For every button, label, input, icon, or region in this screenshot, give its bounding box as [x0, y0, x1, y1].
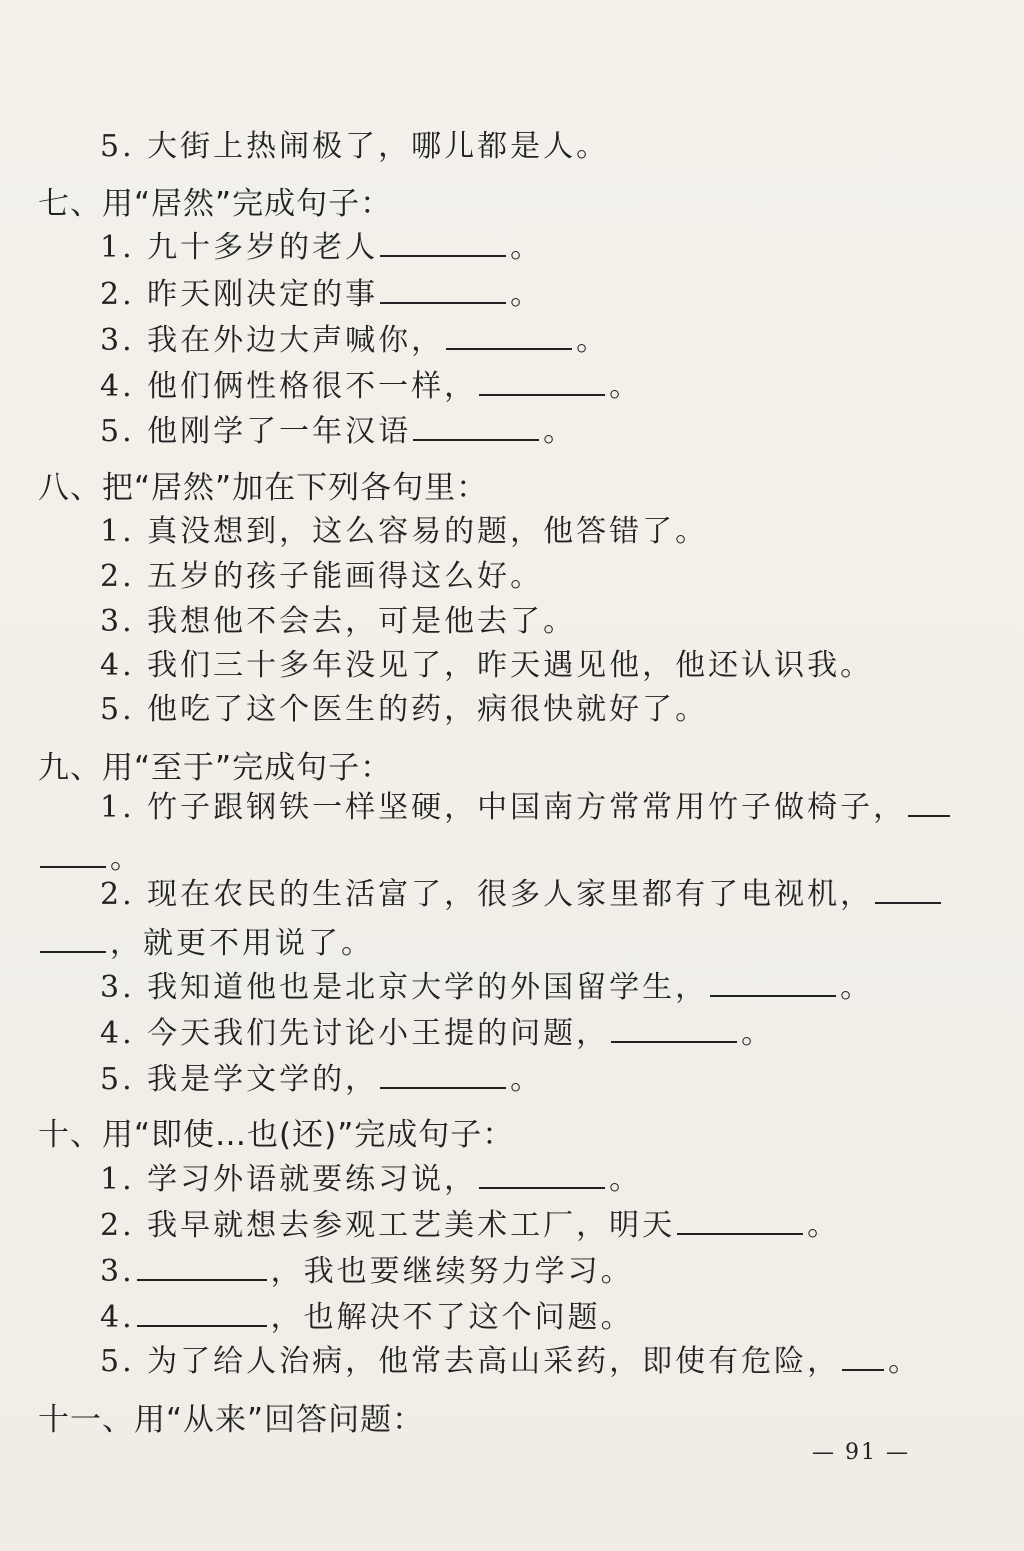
exercise-line: [100, 1342, 1024, 1382]
exercise-suffix: 。: [840, 970, 874, 1005]
exercise-suffix: 。: [807, 1208, 841, 1243]
sentence-line: [100, 557, 1024, 597]
exercise-line-text: 1. 竹子跟钢铁一样坚硬，中国南方常常用竹子做椅子，: [100, 790, 907, 825]
sentence-text: 5. 大街上热闹极了，哪儿都是人。: [100, 129, 610, 164]
exercise-line: [100, 1014, 1024, 1054]
exercise-prefix: 3. 我知道他也是北京大学的外国留学生，: [100, 970, 709, 1005]
exercise-suffix: ，就更不用说了。: [110, 926, 374, 961]
exercise-line: [100, 1206, 1024, 1246]
answer-blank[interactable]: [40, 950, 106, 953]
exercise-suffix: 。: [510, 277, 544, 312]
section-title-11: [38, 1400, 1024, 1440]
answer-blank[interactable]: [380, 1086, 506, 1089]
exercise-line: [100, 875, 1024, 915]
answer-blank[interactable]: [875, 901, 941, 904]
exercise-line: [100, 1252, 1024, 1292]
exercise-suffix: 。: [888, 1344, 922, 1379]
section-title-8: [38, 468, 1024, 508]
answer-blank[interactable]: [479, 393, 605, 396]
section-title-10: [38, 1115, 1024, 1155]
exercise-prefix: 3.: [100, 1254, 135, 1289]
section-title-7: [38, 184, 1024, 224]
section-title-text: 八、把“居然”加在下列各句里：: [38, 470, 489, 506]
exercise-prefix: 2. 昨天刚决定的事: [100, 277, 379, 312]
page-number: — 91 —: [812, 1440, 910, 1465]
exercise-suffix: 。: [543, 414, 577, 449]
exercise-line-continued: [38, 839, 1024, 879]
exercise-line: [100, 275, 1024, 315]
sentence-line: [100, 602, 1024, 642]
answer-blank[interactable]: [908, 814, 950, 817]
exercise-line-text: 2. 现在农民的生活富了，很多人家里都有了电视机，: [100, 877, 874, 912]
exercise-prefix: 4.: [100, 1300, 135, 1335]
exercise-prefix: 1. 学习外语就要练习说，: [100, 1162, 478, 1197]
answer-blank[interactable]: [380, 301, 506, 304]
section-title-text: 十、用“即使…也(还)”完成句子：: [38, 1117, 515, 1153]
sentence-text: 4. 我们三十多年没见了，昨天遇见他，他还认识我。: [100, 648, 874, 683]
exercise-line: [100, 321, 1024, 361]
exercise-suffix: 。: [609, 369, 643, 404]
exercise-line: [100, 1298, 1024, 1338]
answer-blank[interactable]: [137, 1324, 267, 1327]
sentence-text: 1. 真没想到，这么容易的题，他答错了。: [100, 514, 709, 549]
section-title-text: 十一、用“从来”回答问题：: [38, 1402, 425, 1438]
answer-blank[interactable]: [677, 1232, 803, 1235]
exercise-suffix: 。: [609, 1162, 643, 1197]
exercise-prefix: 5. 我是学文学的，: [100, 1062, 379, 1097]
exercise-line: [100, 412, 1024, 452]
exercise-prefix: 4. 他们俩性格很不一样，: [100, 369, 478, 404]
section-title-9: [38, 748, 1024, 788]
exercise-suffix: ，也解决不了这个问题。: [270, 1300, 634, 1335]
exercise-prefix: 4. 今天我们先讨论小王提的问题，: [100, 1016, 610, 1051]
section-title-text: 九、用“至于”完成句子：: [38, 750, 393, 786]
exercise-prefix: 5. 为了给人治病，他常去高山采药，即使有危险，: [100, 1344, 841, 1379]
exercise-suffix: 。: [110, 841, 143, 876]
answer-blank[interactable]: [842, 1368, 884, 1371]
sentence-text: 3. 我想他不会去，可是他去了。: [100, 604, 577, 639]
exercise-prefix: 3. 我在外边大声喊你，: [100, 323, 445, 358]
sentence-line: [100, 512, 1024, 552]
exercise-suffix: 。: [741, 1016, 775, 1051]
exercise-prefix: 1. 九十多岁的老人: [100, 230, 379, 265]
sentence-text: 5. 他吃了这个医生的药，病很快就好了。: [100, 692, 709, 727]
answer-blank[interactable]: [446, 347, 572, 350]
exercise-line: [100, 367, 1024, 407]
answer-blank[interactable]: [479, 1186, 605, 1189]
answer-blank[interactable]: [40, 865, 106, 868]
exercise-suffix: 。: [576, 323, 610, 358]
sentence-line: [100, 690, 1024, 730]
sentence-text: 2. 五岁的孩子能画得这么好。: [100, 559, 544, 594]
answer-blank[interactable]: [611, 1040, 737, 1043]
exercise-suffix: ，我也要继续努力学习。: [270, 1254, 634, 1289]
answer-blank[interactable]: [137, 1278, 267, 1281]
exercise-suffix: 。: [510, 1062, 544, 1097]
exercise-prefix: 2. 我早就想去参观工艺美术工厂，明天: [100, 1208, 676, 1243]
exercise-line: [100, 1160, 1024, 1200]
exercise-line: [100, 1060, 1024, 1100]
exercise-line: [100, 228, 1024, 268]
sentence-line: [100, 127, 1024, 167]
section-title-text: 七、用“居然”完成句子：: [38, 186, 393, 222]
answer-blank[interactable]: [710, 994, 836, 997]
answer-blank[interactable]: [380, 254, 506, 257]
answer-blank[interactable]: [413, 438, 539, 441]
exercise-line: [100, 788, 1024, 828]
sentence-line: [100, 646, 1024, 686]
exercise-line-continued: [38, 924, 1024, 964]
exercise-prefix: 5. 他刚学了一年汉语: [100, 414, 412, 449]
exercise-line: [100, 968, 1024, 1008]
exercise-suffix: 。: [510, 230, 544, 265]
